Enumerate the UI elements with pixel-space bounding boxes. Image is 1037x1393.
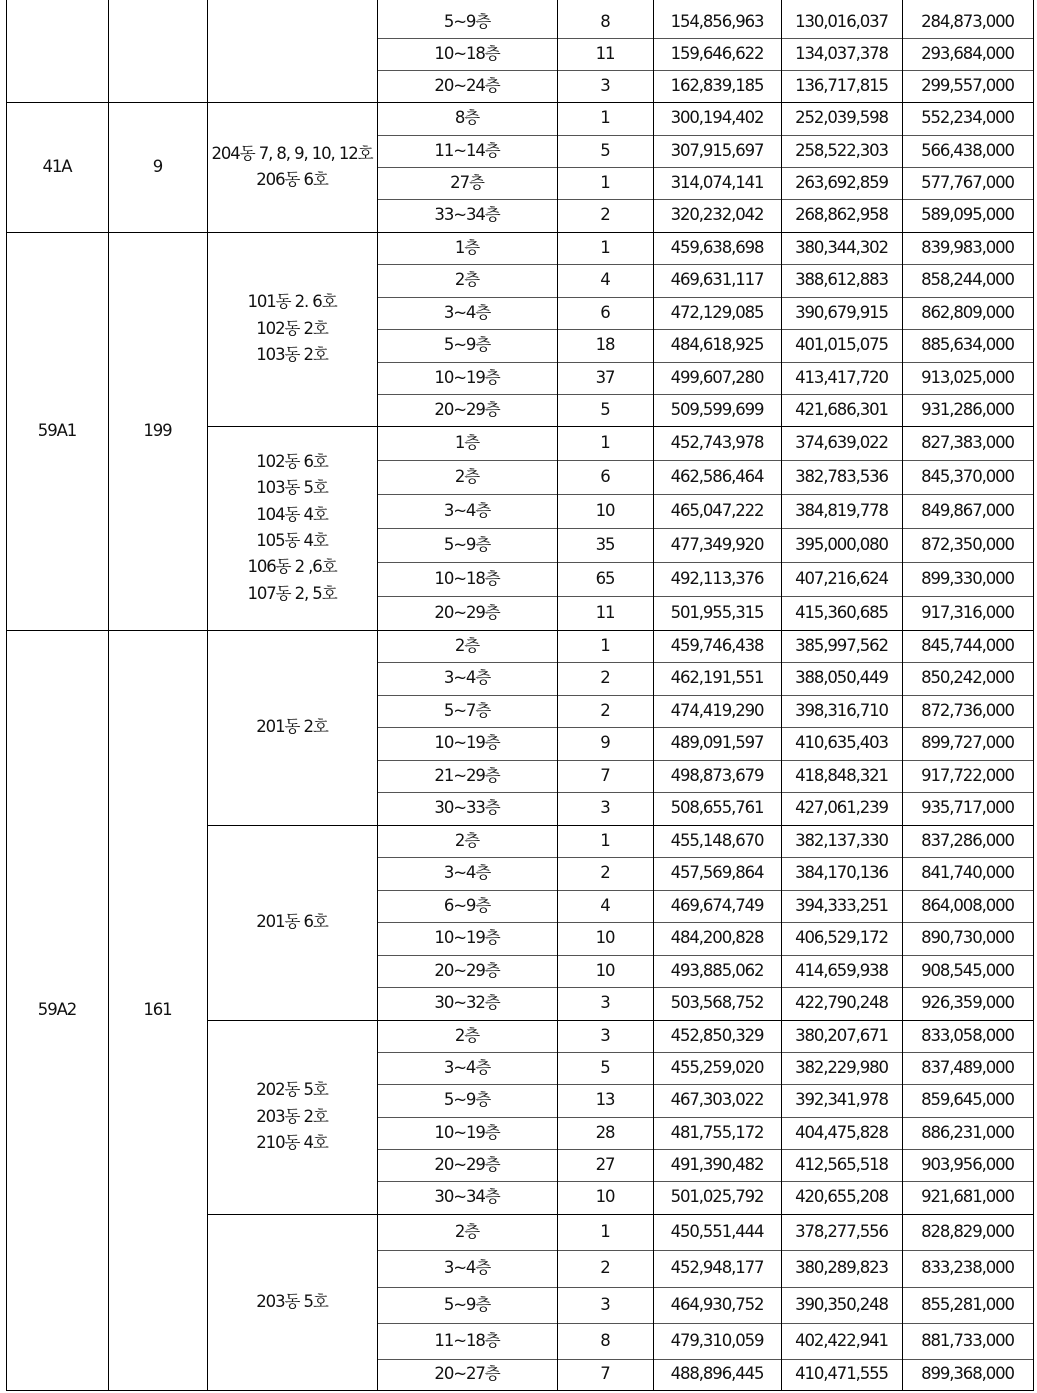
total-price-cell: 903,956,000 <box>921 1154 1014 1174</box>
row-divider <box>377 1117 1033 1118</box>
total-price-cell: 913,025,000 <box>921 367 1014 387</box>
building-price-cell: 412,565,518 <box>795 1154 888 1174</box>
row-divider <box>377 760 1033 761</box>
row-divider <box>377 1359 1033 1360</box>
row-divider <box>377 528 1033 529</box>
building-price-cell: 402,422,941 <box>795 1330 888 1350</box>
row-divider <box>377 890 1033 891</box>
building-price-cell: 390,679,915 <box>795 302 888 322</box>
floor-range-cell: 3~4층 <box>443 1057 491 1077</box>
unit-count-cell: 1 <box>600 1221 610 1241</box>
building-price-cell: 130,016,037 <box>795 11 888 31</box>
row-divider <box>377 1149 1033 1150</box>
total-price-cell: 881,733,000 <box>921 1330 1014 1350</box>
row-divider <box>377 264 1033 265</box>
household-count-cell: 9 <box>152 156 163 176</box>
unit-count-cell: 1 <box>600 108 610 128</box>
land-price-cell: 462,191,551 <box>670 668 764 688</box>
row-divider <box>377 1323 1033 1324</box>
floor-range-cell: 21~29층 <box>434 765 500 785</box>
row-divider <box>377 494 1033 495</box>
row-divider <box>377 297 1033 298</box>
floor-range-cell: 2층 <box>454 270 480 290</box>
total-price-cell: 845,370,000 <box>921 466 1014 486</box>
building-price-cell: 382,783,536 <box>795 466 888 486</box>
building-price-cell: 258,522,303 <box>795 140 888 160</box>
land-price-cell: 459,746,438 <box>670 635 764 655</box>
building-price-cell: 390,350,248 <box>795 1294 888 1314</box>
building-price-cell: 374,639,022 <box>795 432 888 452</box>
row-divider <box>377 1052 1033 1053</box>
building-price-cell: 263,692,859 <box>795 172 888 192</box>
building-units-line: 202동 5호 <box>256 1080 328 1100</box>
floor-range-cell: 10~19층 <box>434 733 500 753</box>
floor-range-cell: 30~34층 <box>434 1187 500 1207</box>
land-price-cell: 162,839,185 <box>670 75 764 95</box>
total-price-cell: 552,234,000 <box>921 108 1014 128</box>
floor-range-cell: 20~29층 <box>434 602 500 622</box>
total-price-cell: 917,722,000 <box>921 765 1014 785</box>
building-price-cell: 382,137,330 <box>795 830 888 850</box>
unit-type-cell: 59A2 <box>37 999 77 1019</box>
row-divider <box>377 70 1033 71</box>
floor-range-cell: 30~32층 <box>434 993 500 1013</box>
row-divider <box>6 630 1033 631</box>
unit-count-cell: 5 <box>600 399 610 419</box>
total-price-cell: 841,740,000 <box>921 863 1014 883</box>
row-divider <box>377 167 1033 168</box>
land-price-cell: 452,850,329 <box>670 1025 764 1045</box>
unit-count-cell: 7 <box>600 1364 610 1384</box>
building-price-cell: 134,037,378 <box>795 43 888 63</box>
unit-count-cell: 10 <box>595 1187 615 1207</box>
row-divider <box>377 394 1033 395</box>
total-price-cell: 899,727,000 <box>921 733 1014 753</box>
total-price-cell: 850,242,000 <box>921 668 1014 688</box>
floor-range-cell: 20~29층 <box>434 399 500 419</box>
building-units-line: 201동 6호 <box>256 912 328 932</box>
land-price-cell: 455,148,670 <box>670 830 764 850</box>
total-price-cell: 864,008,000 <box>921 895 1014 915</box>
row-divider <box>377 562 1033 563</box>
building-units-cell <box>207 1214 377 1390</box>
building-price-cell: 410,635,403 <box>795 733 888 753</box>
floor-range-cell: 6~9층 <box>443 895 491 915</box>
total-price-cell: 855,281,000 <box>921 1294 1014 1314</box>
building-units-line: 201동 2호 <box>256 717 328 737</box>
unit-count-cell: 11 <box>595 602 615 622</box>
total-price-cell: 908,545,000 <box>921 960 1014 980</box>
total-price-cell: 899,330,000 <box>921 568 1014 588</box>
unit-count-cell: 4 <box>600 895 610 915</box>
unit-count-cell: 13 <box>595 1090 615 1110</box>
land-price-cell: 499,607,280 <box>670 367 764 387</box>
total-price-cell: 827,383,000 <box>921 432 1014 452</box>
total-price-cell: 858,244,000 <box>921 270 1014 290</box>
building-price-cell: 421,686,301 <box>795 399 888 419</box>
land-price-cell: 484,618,925 <box>670 335 764 355</box>
floor-range-cell: 5~9층 <box>443 335 491 355</box>
floor-range-cell: 20~27층 <box>434 1364 500 1384</box>
column-divider <box>557 0 558 1391</box>
building-price-cell: 380,289,823 <box>795 1258 888 1278</box>
row-divider <box>377 662 1033 663</box>
unit-count-cell: 18 <box>595 335 615 355</box>
row-divider <box>377 596 1033 597</box>
land-price-cell: 501,025,792 <box>670 1187 764 1207</box>
land-price-cell: 457,569,864 <box>670 863 764 883</box>
floor-range-cell: 5~9층 <box>443 534 491 554</box>
building-units-line: 102동 2호 <box>256 318 328 338</box>
unit-count-cell: 1 <box>600 830 610 850</box>
floor-range-cell: 1층 <box>454 432 480 452</box>
building-price-cell: 414,659,938 <box>795 960 888 980</box>
building-units-line: 103동 5호 <box>256 478 328 498</box>
floor-range-cell: 5~9층 <box>443 1294 491 1314</box>
row-divider <box>377 1250 1033 1251</box>
row-divider <box>377 329 1033 330</box>
land-price-cell: 503,568,752 <box>670 993 764 1013</box>
unit-type-cell: 59A1 <box>37 420 77 440</box>
unit-count-cell: 11 <box>595 43 615 63</box>
building-price-cell: 427,061,239 <box>795 798 888 818</box>
building-units-line: 204동 7, 8, 9, 10, 12호 <box>211 143 373 163</box>
total-price-cell: 890,730,000 <box>921 928 1014 948</box>
unit-count-cell: 35 <box>595 534 615 554</box>
building-price-cell: 268,862,958 <box>795 205 888 225</box>
building-units-line: 102동 6호 <box>256 451 328 471</box>
unit-count-cell: 3 <box>600 993 610 1013</box>
household-count-cell: 161 <box>143 999 172 1019</box>
row-divider <box>377 727 1033 728</box>
building-units-line: 203동 5호 <box>256 1291 328 1311</box>
total-price-cell: 931,286,000 <box>921 399 1014 419</box>
total-price-cell: 862,809,000 <box>921 302 1014 322</box>
unit-count-cell: 1 <box>600 635 610 655</box>
row-divider <box>377 460 1033 461</box>
row-divider <box>6 102 1033 103</box>
column-divider <box>6 0 7 1391</box>
unit-count-cell: 9 <box>600 733 610 753</box>
unit-count-cell: 2 <box>600 1258 610 1278</box>
unit-count-cell: 2 <box>600 668 610 688</box>
unit-type-cell: 41A <box>42 156 72 176</box>
building-units-line: 206동 6호 <box>256 170 328 189</box>
building-price-cell: 406,529,172 <box>795 928 888 948</box>
land-price-cell: 307,915,697 <box>670 140 764 160</box>
total-price-cell: 566,438,000 <box>921 140 1014 160</box>
floor-range-cell: 2층 <box>454 635 480 655</box>
total-price-cell: 849,867,000 <box>921 500 1014 520</box>
building-units-cell <box>207 232 377 426</box>
floor-range-cell: 2층 <box>454 830 480 850</box>
total-price-cell: 837,489,000 <box>921 1057 1014 1077</box>
total-price-cell: 926,359,000 <box>921 993 1014 1013</box>
building-units-cell <box>207 1020 377 1214</box>
row-divider <box>377 1287 1033 1288</box>
land-price-cell: 509,599,699 <box>670 399 764 419</box>
total-price-cell: 886,231,000 <box>921 1122 1014 1142</box>
unit-count-cell: 1 <box>600 237 610 257</box>
land-price-cell: 501,955,315 <box>670 602 764 622</box>
building-price-cell: 404,475,828 <box>795 1122 888 1142</box>
unit-count-cell: 10 <box>595 928 615 948</box>
building-price-cell: 136,717,815 <box>795 75 888 95</box>
land-price-cell: 465,047,222 <box>670 500 764 520</box>
household-count-cell: 199 <box>143 420 172 440</box>
land-price-cell: 467,303,022 <box>670 1090 764 1110</box>
row-divider <box>377 1181 1033 1182</box>
total-price-cell: 921,681,000 <box>921 1187 1014 1207</box>
total-price-cell: 589,095,000 <box>921 205 1014 225</box>
building-units-line: 203동 2호 <box>256 1106 328 1126</box>
unit-count-cell: 6 <box>600 466 610 486</box>
building-price-cell: 380,207,671 <box>795 1025 888 1045</box>
building-price-cell: 415,360,685 <box>795 602 888 622</box>
floor-range-cell: 27층 <box>450 172 484 192</box>
land-price-cell: 300,194,402 <box>670 108 764 128</box>
floor-range-cell: 2층 <box>454 1221 480 1241</box>
unit-count-cell: 6 <box>600 302 610 322</box>
building-units-line: 210동 4호 <box>256 1133 328 1153</box>
column-divider <box>1033 0 1034 1391</box>
building-price-cell: 388,612,883 <box>795 270 888 290</box>
floor-range-cell: 10~19층 <box>434 367 500 387</box>
land-price-cell: 452,948,177 <box>670 1258 764 1278</box>
row-divider <box>207 1214 1033 1215</box>
building-units-cell <box>207 825 377 1020</box>
land-price-cell: 492,113,376 <box>670 568 764 588</box>
land-price-cell: 469,631,117 <box>670 270 764 290</box>
land-price-cell: 484,200,828 <box>670 928 764 948</box>
total-price-cell: 935,717,000 <box>921 798 1014 818</box>
unit-count-cell: 5 <box>600 140 610 160</box>
building-units-cell <box>207 426 377 630</box>
building-units-line: 104동 4호 <box>256 504 328 524</box>
land-price-cell: 474,419,290 <box>670 700 764 720</box>
unit-count-cell: 8 <box>600 11 610 31</box>
building-units-line: 107동 2, 5호 <box>247 583 337 603</box>
land-price-cell: 488,896,445 <box>670 1364 764 1384</box>
unit-count-cell: 10 <box>595 500 615 520</box>
row-divider <box>377 135 1033 136</box>
total-price-cell: 284,873,000 <box>921 11 1014 31</box>
building-price-cell: 401,015,075 <box>795 335 888 355</box>
land-price-cell: 477,349,920 <box>670 534 764 554</box>
household-count-cell <box>108 6 207 102</box>
column-divider <box>653 0 654 1391</box>
unit-count-cell: 1 <box>600 172 610 192</box>
unit-count-cell: 3 <box>600 1294 610 1314</box>
total-price-cell: 577,767,000 <box>921 172 1014 192</box>
floor-range-cell: 30~33층 <box>434 798 500 818</box>
floor-range-cell: 10~19층 <box>434 928 500 948</box>
land-price-cell: 450,551,444 <box>670 1221 764 1241</box>
building-price-cell: 388,050,449 <box>795 668 888 688</box>
floor-range-cell: 1층 <box>454 237 480 257</box>
unit-count-cell: 3 <box>600 798 610 818</box>
land-price-cell: 159,646,622 <box>670 43 764 63</box>
total-price-cell: 837,286,000 <box>921 830 1014 850</box>
floor-range-cell: 10~18층 <box>434 43 500 63</box>
total-price-cell: 299,557,000 <box>921 75 1014 95</box>
row-divider <box>377 362 1033 363</box>
land-price-cell: 491,390,482 <box>670 1154 764 1174</box>
unit-count-cell: 3 <box>600 75 610 95</box>
row-divider <box>377 955 1033 956</box>
column-divider <box>207 0 208 1391</box>
building-price-cell: 392,341,978 <box>795 1090 888 1110</box>
land-price-cell: 320,232,042 <box>670 205 764 225</box>
floor-range-cell: 2층 <box>454 1025 480 1045</box>
row-divider <box>6 1390 1033 1391</box>
land-price-cell: 498,873,679 <box>670 765 764 785</box>
row-divider <box>207 825 1033 826</box>
row-divider <box>6 232 1033 233</box>
row-divider <box>207 426 1033 427</box>
building-price-cell: 410,471,555 <box>795 1364 888 1384</box>
land-price-cell: 154,856,963 <box>670 11 764 31</box>
row-divider <box>377 695 1033 696</box>
building-price-cell: 398,316,710 <box>795 700 888 720</box>
building-price-cell: 378,277,556 <box>795 1221 888 1241</box>
total-price-cell: 899,368,000 <box>921 1364 1014 1384</box>
building-price-cell: 413,417,720 <box>795 367 888 387</box>
floor-range-cell: 20~24층 <box>434 75 500 95</box>
total-price-cell: 293,684,000 <box>921 43 1014 63</box>
floor-range-cell: 11~18층 <box>434 1330 500 1350</box>
building-price-cell: 382,229,980 <box>795 1057 888 1077</box>
building-units-cell <box>207 6 377 102</box>
unit-count-cell: 7 <box>600 765 610 785</box>
unit-count-cell: 65 <box>595 568 615 588</box>
building-price-cell: 420,655,208 <box>795 1187 888 1207</box>
column-divider <box>781 0 782 1391</box>
unit-count-cell: 1 <box>600 432 610 452</box>
total-price-cell: 872,350,000 <box>921 534 1014 554</box>
row-divider <box>377 987 1033 988</box>
unit-count-cell: 27 <box>595 1154 615 1174</box>
floor-range-cell: 3~4층 <box>443 500 491 520</box>
land-price-cell: 481,755,172 <box>670 1122 764 1142</box>
total-price-cell: 833,238,000 <box>921 1258 1014 1278</box>
building-price-cell: 422,790,248 <box>795 993 888 1013</box>
floor-range-cell: 2층 <box>454 466 480 486</box>
building-units-line: 105동 4호 <box>256 531 328 550</box>
building-units-line: 106동 2 ,6호 <box>247 557 337 577</box>
total-price-cell: 872,736,000 <box>921 700 1014 720</box>
floor-range-cell: 5~9층 <box>443 1090 491 1110</box>
total-price-cell: 828,829,000 <box>921 1221 1014 1241</box>
land-price-cell: 464,930,752 <box>670 1294 764 1314</box>
unit-count-cell: 37 <box>595 367 615 387</box>
building-units-line: 103동 2호 <box>256 345 328 365</box>
building-price-cell: 252,039,598 <box>795 108 888 128</box>
total-price-cell: 833,058,000 <box>921 1025 1014 1045</box>
building-units-line: 101동 2. 6호 <box>247 292 337 312</box>
land-price-cell: 508,655,761 <box>670 798 764 818</box>
row-divider <box>377 1084 1033 1085</box>
floor-range-cell: 3~4층 <box>443 668 491 688</box>
building-price-cell: 385,997,562 <box>795 635 888 655</box>
building-price-cell: 395,000,080 <box>795 534 888 554</box>
building-price-cell: 384,819,778 <box>795 500 888 520</box>
unit-count-cell: 10 <box>595 960 615 980</box>
building-price-cell: 394,333,251 <box>795 895 888 915</box>
floor-range-cell: 3~4층 <box>443 302 491 322</box>
land-price-cell: 489,091,597 <box>670 733 764 753</box>
row-divider <box>377 792 1033 793</box>
row-divider <box>377 857 1033 858</box>
unit-count-cell: 2 <box>600 700 610 720</box>
floor-range-cell: 11~14층 <box>434 140 500 160</box>
land-price-cell: 455,259,020 <box>670 1057 764 1077</box>
row-divider <box>377 199 1033 200</box>
floor-range-cell: 3~4층 <box>443 1258 491 1278</box>
building-price-cell: 418,848,321 <box>795 765 888 785</box>
floor-range-cell: 3~4층 <box>443 863 491 883</box>
floor-range-cell: 20~29층 <box>434 960 500 980</box>
unit-count-cell: 3 <box>600 1025 610 1045</box>
column-divider <box>902 0 903 1391</box>
floor-range-cell: 20~29층 <box>434 1154 500 1174</box>
total-price-cell: 917,316,000 <box>921 602 1014 622</box>
building-price-cell: 407,216,624 <box>795 568 888 588</box>
land-price-cell: 452,743,978 <box>670 432 764 452</box>
land-price-cell: 472,129,085 <box>670 302 764 322</box>
unit-type-cell <box>6 6 108 102</box>
unit-count-cell: 2 <box>600 205 610 225</box>
unit-count-cell: 2 <box>600 863 610 883</box>
floor-range-cell: 10~19층 <box>434 1122 500 1142</box>
floor-range-cell: 33~34층 <box>434 205 500 225</box>
column-divider <box>108 0 109 1391</box>
total-price-cell: 885,634,000 <box>921 335 1014 355</box>
total-price-cell: 859,645,000 <box>921 1090 1014 1110</box>
unit-count-cell: 8 <box>600 1330 610 1350</box>
land-price-cell: 493,885,062 <box>670 960 764 980</box>
floor-range-cell: 10~18층 <box>434 568 500 588</box>
building-units-cell <box>207 102 377 232</box>
unit-count-cell: 5 <box>600 1057 610 1077</box>
column-divider <box>377 0 378 1391</box>
row-divider <box>377 38 1033 39</box>
total-price-cell: 845,744,000 <box>921 635 1014 655</box>
land-price-cell: 469,674,749 <box>670 895 764 915</box>
land-price-cell: 462,586,464 <box>670 466 764 486</box>
floor-range-cell: 5~9층 <box>443 11 491 31</box>
row-divider <box>377 922 1033 923</box>
land-price-cell: 459,638,698 <box>670 237 764 257</box>
building-price-cell: 380,344,302 <box>795 237 888 257</box>
total-price-cell: 839,983,000 <box>921 237 1014 257</box>
floor-range-cell: 5~7층 <box>443 700 491 720</box>
building-price-cell: 384,170,136 <box>795 863 888 883</box>
land-price-cell: 314,074,141 <box>670 172 764 192</box>
land-price-cell: 479,310,059 <box>670 1330 764 1350</box>
unit-count-cell: 28 <box>595 1122 615 1142</box>
building-units-cell <box>207 630 377 825</box>
unit-count-cell: 4 <box>600 270 610 290</box>
row-divider <box>207 1020 1033 1021</box>
floor-range-cell: 8층 <box>454 108 480 128</box>
